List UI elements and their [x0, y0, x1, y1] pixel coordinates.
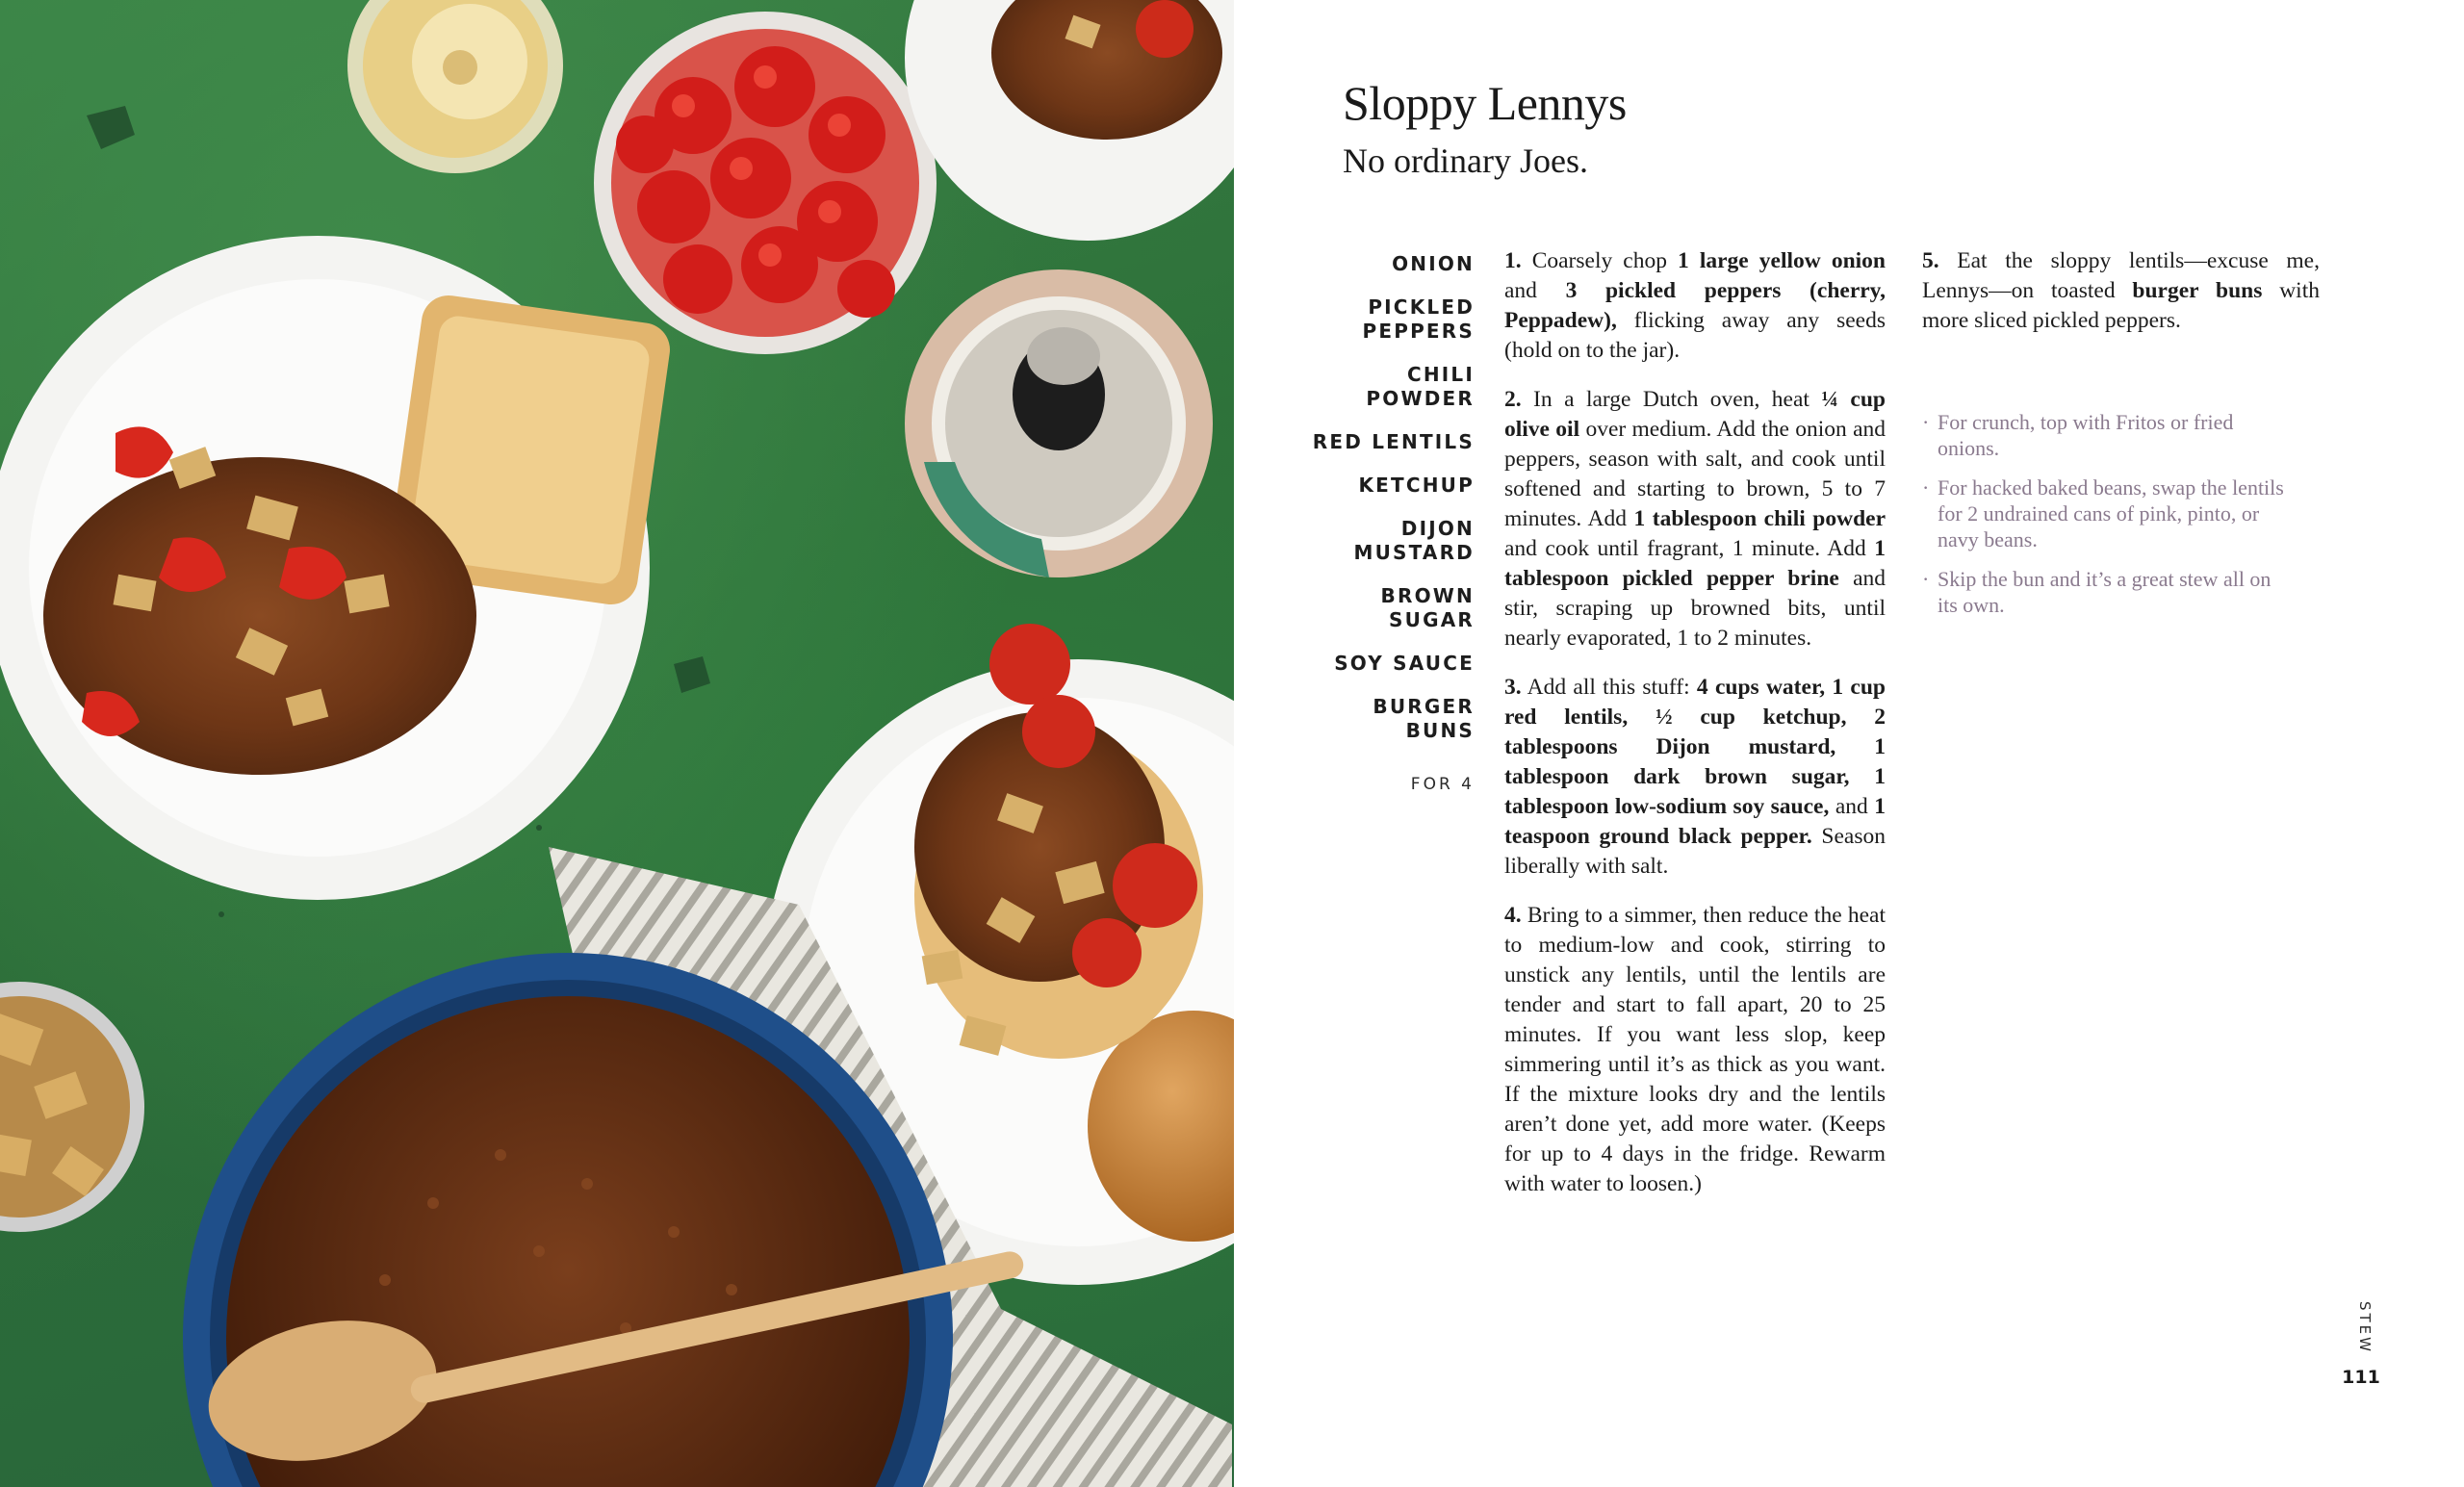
recipe-title: Sloppy Lennys: [1343, 76, 1627, 130]
page-number: 111: [2342, 1367, 2380, 1388]
method-step: [1922, 246, 2320, 336]
plate-top-right: [905, 0, 1234, 241]
beer-glass: [347, 0, 563, 173]
ingredient-item: BURGER BUNS: [1373, 695, 1475, 742]
ingredient-item: PICKLED PEPPERS: [1362, 295, 1475, 343]
step-text: with more sliced pickled peppers.: [1922, 278, 2320, 333]
serves-label: FOR 4: [1410, 775, 1475, 794]
step-ingredient-bold: 1 tablespoon chili powder: [1633, 506, 1886, 531]
step-number: 2.: [1504, 387, 1522, 412]
method-step: [1504, 246, 1886, 366]
recipe-subtitle: No ordinary Joes.: [1343, 141, 1588, 180]
step-number: 5.: [1922, 248, 1939, 273]
step-text: Eat the sloppy lentils—excuse me, Lennys—on toasted: [1922, 248, 2320, 303]
step-text: and: [1504, 278, 1566, 303]
method-column-left: [1504, 246, 1886, 1218]
tip-item: · For hacked baked beans, swap the lentils for 2 undrained cans of pink, pinto, or navy beans.: [1922, 474, 2288, 552]
step-number: 1.: [1504, 248, 1522, 273]
method-step: [1504, 901, 1886, 1199]
plate-left: [0, 236, 674, 900]
soda-can: [905, 269, 1213, 577]
step-text: and cook until fragrant, 1 minute. Add: [1504, 536, 1875, 561]
ingredient-item: RED LENTILS: [1312, 430, 1475, 453]
step-number: 4.: [1504, 903, 1522, 928]
tip-item: · For crunch, top with Fritos or fried onions.: [1922, 409, 2288, 461]
step-text: and stir, scraping up browned bits, until nearly evaporated, 1 to 2 minutes.: [1504, 566, 1886, 651]
step-ingredient-bold: 1 tablespoon pickled pepper brine: [1504, 536, 1886, 591]
step-ingredient-bold: 1 large yellow onion: [1678, 248, 1886, 273]
pickled-peppers-container: [594, 12, 937, 354]
ingredient-item: ONION: [1392, 252, 1475, 275]
tip-item: · Skip the bun and it’s a great stew all on its own.: [1922, 566, 2288, 618]
method-step: [1504, 385, 1886, 654]
tips-list: [1922, 409, 2288, 631]
step-ingredient-bold: 3 pickled peppers (cherry, Peppadew),: [1504, 278, 1886, 333]
step-text: Coarsely chop: [1521, 248, 1679, 273]
ingredient-item: CHILI POWDER: [1366, 363, 1475, 410]
ingredients-list: [1309, 252, 1475, 762]
ingredient-item: KETCHUP: [1358, 474, 1475, 497]
method-step: [1504, 673, 1886, 882]
section-label: STEW: [2356, 1301, 2374, 1354]
step-text: and: [1829, 794, 1875, 819]
chips-bowl: [0, 982, 144, 1232]
step-text: flicking away any seeds (hold on to the jar).: [1504, 308, 1886, 363]
step-text: Bring to a simmer, then reduce the heat to medium-low and cook, stirring to unstick any lentils, until the lentils are tender and start to fall apart, 20 to 25 minutes. If you want less slop, keep simmering until it’s as thick as you want. If the mixture looks dry and the lentils aren’t done yet, add more water. (Keeps for up to 4 days in the fridge. Rewarm with water to loosen.): [1504, 903, 1886, 1196]
ingredient-item: BROWN SUGAR: [1380, 584, 1475, 631]
step-text: Season liberally with salt.: [1504, 824, 1886, 879]
step-ingredient-bold: ¼ cup olive oil: [1504, 387, 1886, 442]
step-ingredient-bold: 4 cups water, 1 cup red lentils, ½ cup ketchup, 2 tablespoons Dijon mustard, 1 tablespoon dark brown sugar, 1 tablespoon low-sodium soy sauce,: [1504, 675, 1886, 819]
step-text: over medium. Add the onion and peppers, season with salt, and cook until softened and starting to brown, 5 to 7 minutes. Add: [1504, 417, 1886, 531]
ingredient-item: SOY SAUCE: [1334, 652, 1475, 675]
step-ingredient-bold: 1 teaspoon ground black pepper.: [1504, 794, 1886, 849]
ingredient-item: DIJON MUSTARD: [1353, 517, 1475, 564]
step-text: In a large Dutch oven, heat: [1521, 387, 1822, 412]
method-column-right: [1922, 246, 2320, 355]
step-ingredient-bold: burger buns: [2132, 278, 2263, 303]
step-text: Add all this stuff:: [1521, 675, 1697, 700]
step-number: 3.: [1504, 675, 1522, 700]
